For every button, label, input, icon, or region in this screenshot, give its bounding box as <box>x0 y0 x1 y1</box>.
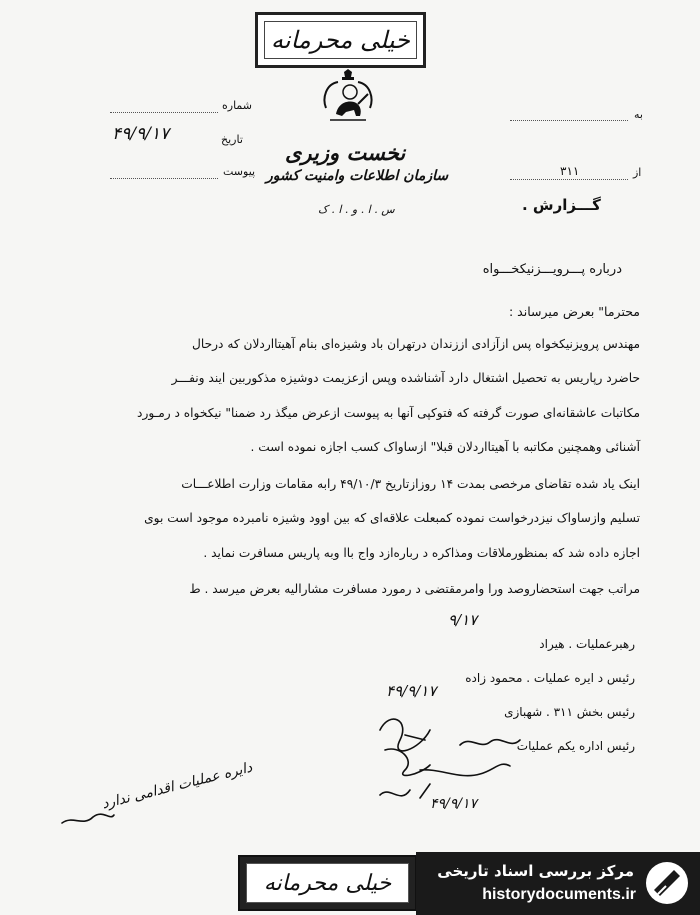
body-line: مراتب جهت استحضاروصد ورا وامرمقتضی د رمورد مسافرت مشارالیه بعرض میرسد . ط <box>189 582 640 596</box>
watermark-url: historydocuments.ir <box>482 886 636 903</box>
to-line <box>510 120 628 121</box>
handwritten-note: دایره عملیات اقدامی ندارد <box>100 759 254 813</box>
subject-line: دربار‌ه پـــرویـــزنیکخـــواه <box>482 262 622 277</box>
body-line: حاضرد رپاریس به تحصیل اشتغال دارد آشناشده وپس ازعزیمت دوشیزه مذکوربین ایند ونفـــر <box>171 371 640 385</box>
handwritten-date: ۹/۱۷ <box>448 611 478 629</box>
body-line: اینک یاد شده تقاضای مرخصی بمدت ۱۴ روزازتاریخ ۴۹/۱۰/۳ رابه مقامات وزارت اطلاعـــات <box>181 477 640 491</box>
lion-and-sun-emblem-icon <box>320 68 376 134</box>
body-line: مکاتبات عاشقانه‌ای صورت گرفته که فتوکپی آنها به پیوست ازعرض میگذ رد ضمنا" نیکخواه د رمـورد <box>137 406 640 420</box>
from-label: از <box>633 166 642 179</box>
body-line: اجازه داده شد که بمنظورملاقات ومذاکره د رباره‌ازد واج باا وبه پاریس مسافرت نماید . <box>203 546 640 560</box>
classification-text: خیلی محرمانه <box>264 21 417 59</box>
watermark-title: مرکز بررسی اسناد تاریخی <box>437 862 634 880</box>
body-line: مهندس پرویزنیکخواه پس ازآزادی اززندان درتهران باد وشیزه‌ای بنام آهیتااردلان که درحال <box>192 337 640 351</box>
body-line: تسلیم وازساواک نیزدرخواست نموده کمبعلت علاقه‌ای که بین اوود وشیزه نامبرده موجود است بوی <box>144 511 640 525</box>
org-subtitle: سازمان اطلاعات وامنیت کشور <box>266 168 449 184</box>
org-title: نخست وزیری <box>285 140 406 165</box>
org-code: س . ا . و . ا . ک <box>318 203 395 216</box>
attachment-label: پیوست <box>223 165 256 178</box>
report-label: گـــزارش . <box>522 196 601 214</box>
from-value: ۳۱۱ <box>560 164 580 178</box>
to-label: به <box>634 108 643 121</box>
signature-line: رئیس بخش ۳۱۱ . شهبازی <box>504 705 635 719</box>
date-label: تاریخ <box>221 133 243 146</box>
salutation: محترما" بعرض میرساند : <box>508 304 640 319</box>
archive-logo-icon <box>644 860 690 906</box>
number-label: شماره <box>222 99 253 112</box>
signature-line: رئیس اداره یکم عملیات <box>516 739 635 753</box>
handwritten-date: ۴۹/۹/۱۷ <box>386 682 437 700</box>
classification-stamp-bottom <box>238 855 417 911</box>
attachment-line <box>110 178 218 179</box>
number-line <box>110 112 218 113</box>
watermark-banner <box>416 852 700 915</box>
signature-line: رئیس د ایره عملیات . محمود زاده <box>465 671 635 685</box>
handwritten-date: ۴۹/۹/۱۷ <box>430 796 478 812</box>
handwritten-scribble-icon <box>58 805 118 830</box>
body-line: آشنائی وهمچنین مکاتبه با آهیتااردلان قبلا" ازساواک کسب اجازه نموده است . <box>250 440 640 454</box>
date-value: ۴۹/۹/۱۷ <box>112 124 170 144</box>
from-line <box>510 179 628 180</box>
signature-line: رهبرعملیات . هیراد <box>539 637 635 651</box>
classification-text: خیلی محرمانه <box>246 863 409 903</box>
classification-stamp-top <box>255 12 426 68</box>
